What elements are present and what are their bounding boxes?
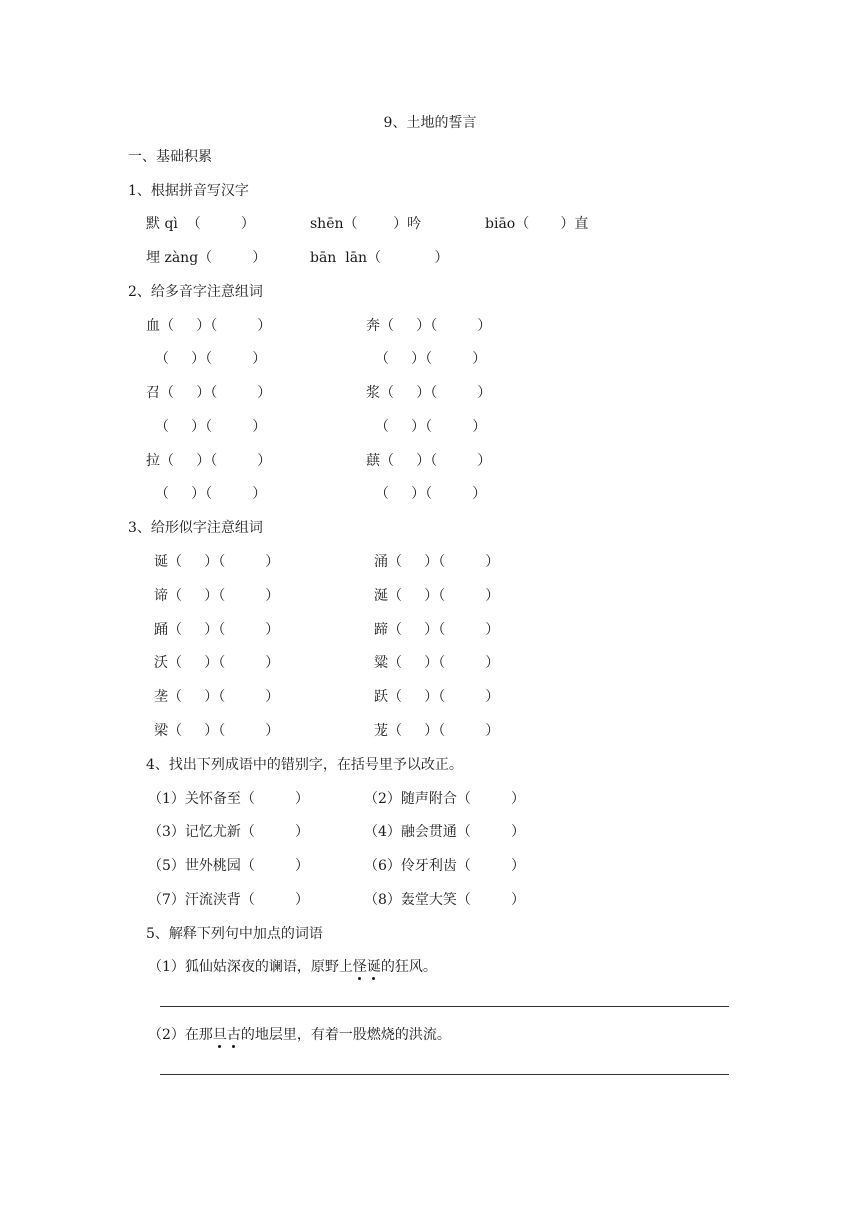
q4-item: （6）伶牙利齿（ ） [364, 858, 525, 874]
q2-item: （ ）（ ） [146, 351, 267, 367]
q3-item: 粱（ ）（ ） [374, 655, 500, 671]
q2-heading: 2、给多音字注意组词 [128, 284, 263, 300]
dotted-word: 诞 [366, 959, 381, 975]
q5-sentence [148, 958, 437, 976]
dotted-word: 怪 [352, 959, 367, 975]
q1-item: 埋 zàng（ ） [146, 250, 267, 266]
q2-item: （ ）（ ） [366, 351, 487, 367]
q2-item: 血（ ）（ ） [146, 318, 272, 334]
q4-item: （4）融会贯通（ ） [364, 824, 525, 840]
q4-item: （8）轰堂大笑（ ） [364, 892, 525, 908]
q1-item: shēn（ ）吟 [310, 216, 422, 232]
dotted-word: 古 [226, 1027, 241, 1043]
q4-item: （1）关怀备至（ ） [148, 791, 309, 807]
q5-heading: 5、解释下列句中加点的词语 [146, 926, 323, 942]
q3-item: 涎（ ）（ ） [374, 588, 500, 604]
q4-item: （2）随声附合（ ） [364, 791, 525, 807]
q4-heading: 4、找出下列成语中的错别字，在括号里予以改正。 [146, 757, 463, 773]
page-title: 9、土地的誓言 [383, 115, 477, 131]
q1-heading: 1、根据拼音写汉字 [128, 183, 249, 199]
q4-item: （7）汗流浃背（ ） [148, 892, 309, 908]
q3-item: 蹄（ ）（ ） [374, 622, 500, 638]
q2-item: 蕻（ ）（ ） [366, 453, 492, 469]
dotted-word: 旦 [212, 1027, 227, 1043]
q2-item: 召（ ）（ ） [146, 385, 272, 401]
answer-line[interactable] [160, 1074, 729, 1075]
q2-item: 浆（ ）（ ） [366, 385, 492, 401]
q2-item: （ ）（ ） [366, 419, 487, 435]
q3-item: 垄（ ）（ ） [154, 689, 280, 705]
q5-sentence [148, 1026, 451, 1044]
q2-item: 拉（ ）（ ） [146, 453, 272, 469]
q3-item: 沃（ ）（ ） [154, 655, 280, 671]
q3-item: 谛（ ）（ ） [154, 588, 280, 604]
q2-item: 奔（ ）（ ） [366, 318, 492, 334]
q3-item: 诞（ ）（ ） [154, 554, 280, 570]
q1-item: biāo（ ）直 [485, 216, 589, 232]
q1-item: 默 qì （ ） [146, 216, 255, 232]
sentence-text: 的狂风。 [380, 959, 437, 975]
sentence-text: 的地层里，有着一股燃烧的洪流。 [240, 1027, 451, 1043]
q2-item: （ ）（ ） [366, 486, 487, 502]
sentence-text: （1）狐仙姑深夜的谰语，原野上 [148, 959, 353, 975]
q3-item: 踊（ ）（ ） [154, 622, 280, 638]
q4-item: （5）世外桃园（ ） [148, 858, 309, 874]
answer-line[interactable] [160, 1006, 729, 1007]
q4-item: （3）记忆尤新（ ） [148, 824, 309, 840]
q3-item: 梁（ ）（ ） [154, 723, 280, 739]
q3-item: 涌（ ）（ ） [374, 554, 500, 570]
q2-item: （ ）（ ） [146, 419, 267, 435]
q3-item: 跃（ ）（ ） [374, 689, 500, 705]
sentence-text: （2）在那 [148, 1027, 213, 1043]
q1-item: bān lān（ ） [310, 250, 449, 266]
q2-item: （ ）（ ） [146, 486, 267, 502]
q3-item: 茏（ ）（ ） [374, 723, 500, 739]
q3-heading: 3、给形似字注意组词 [128, 520, 263, 536]
section-heading: 一、基础积累 [128, 149, 212, 165]
